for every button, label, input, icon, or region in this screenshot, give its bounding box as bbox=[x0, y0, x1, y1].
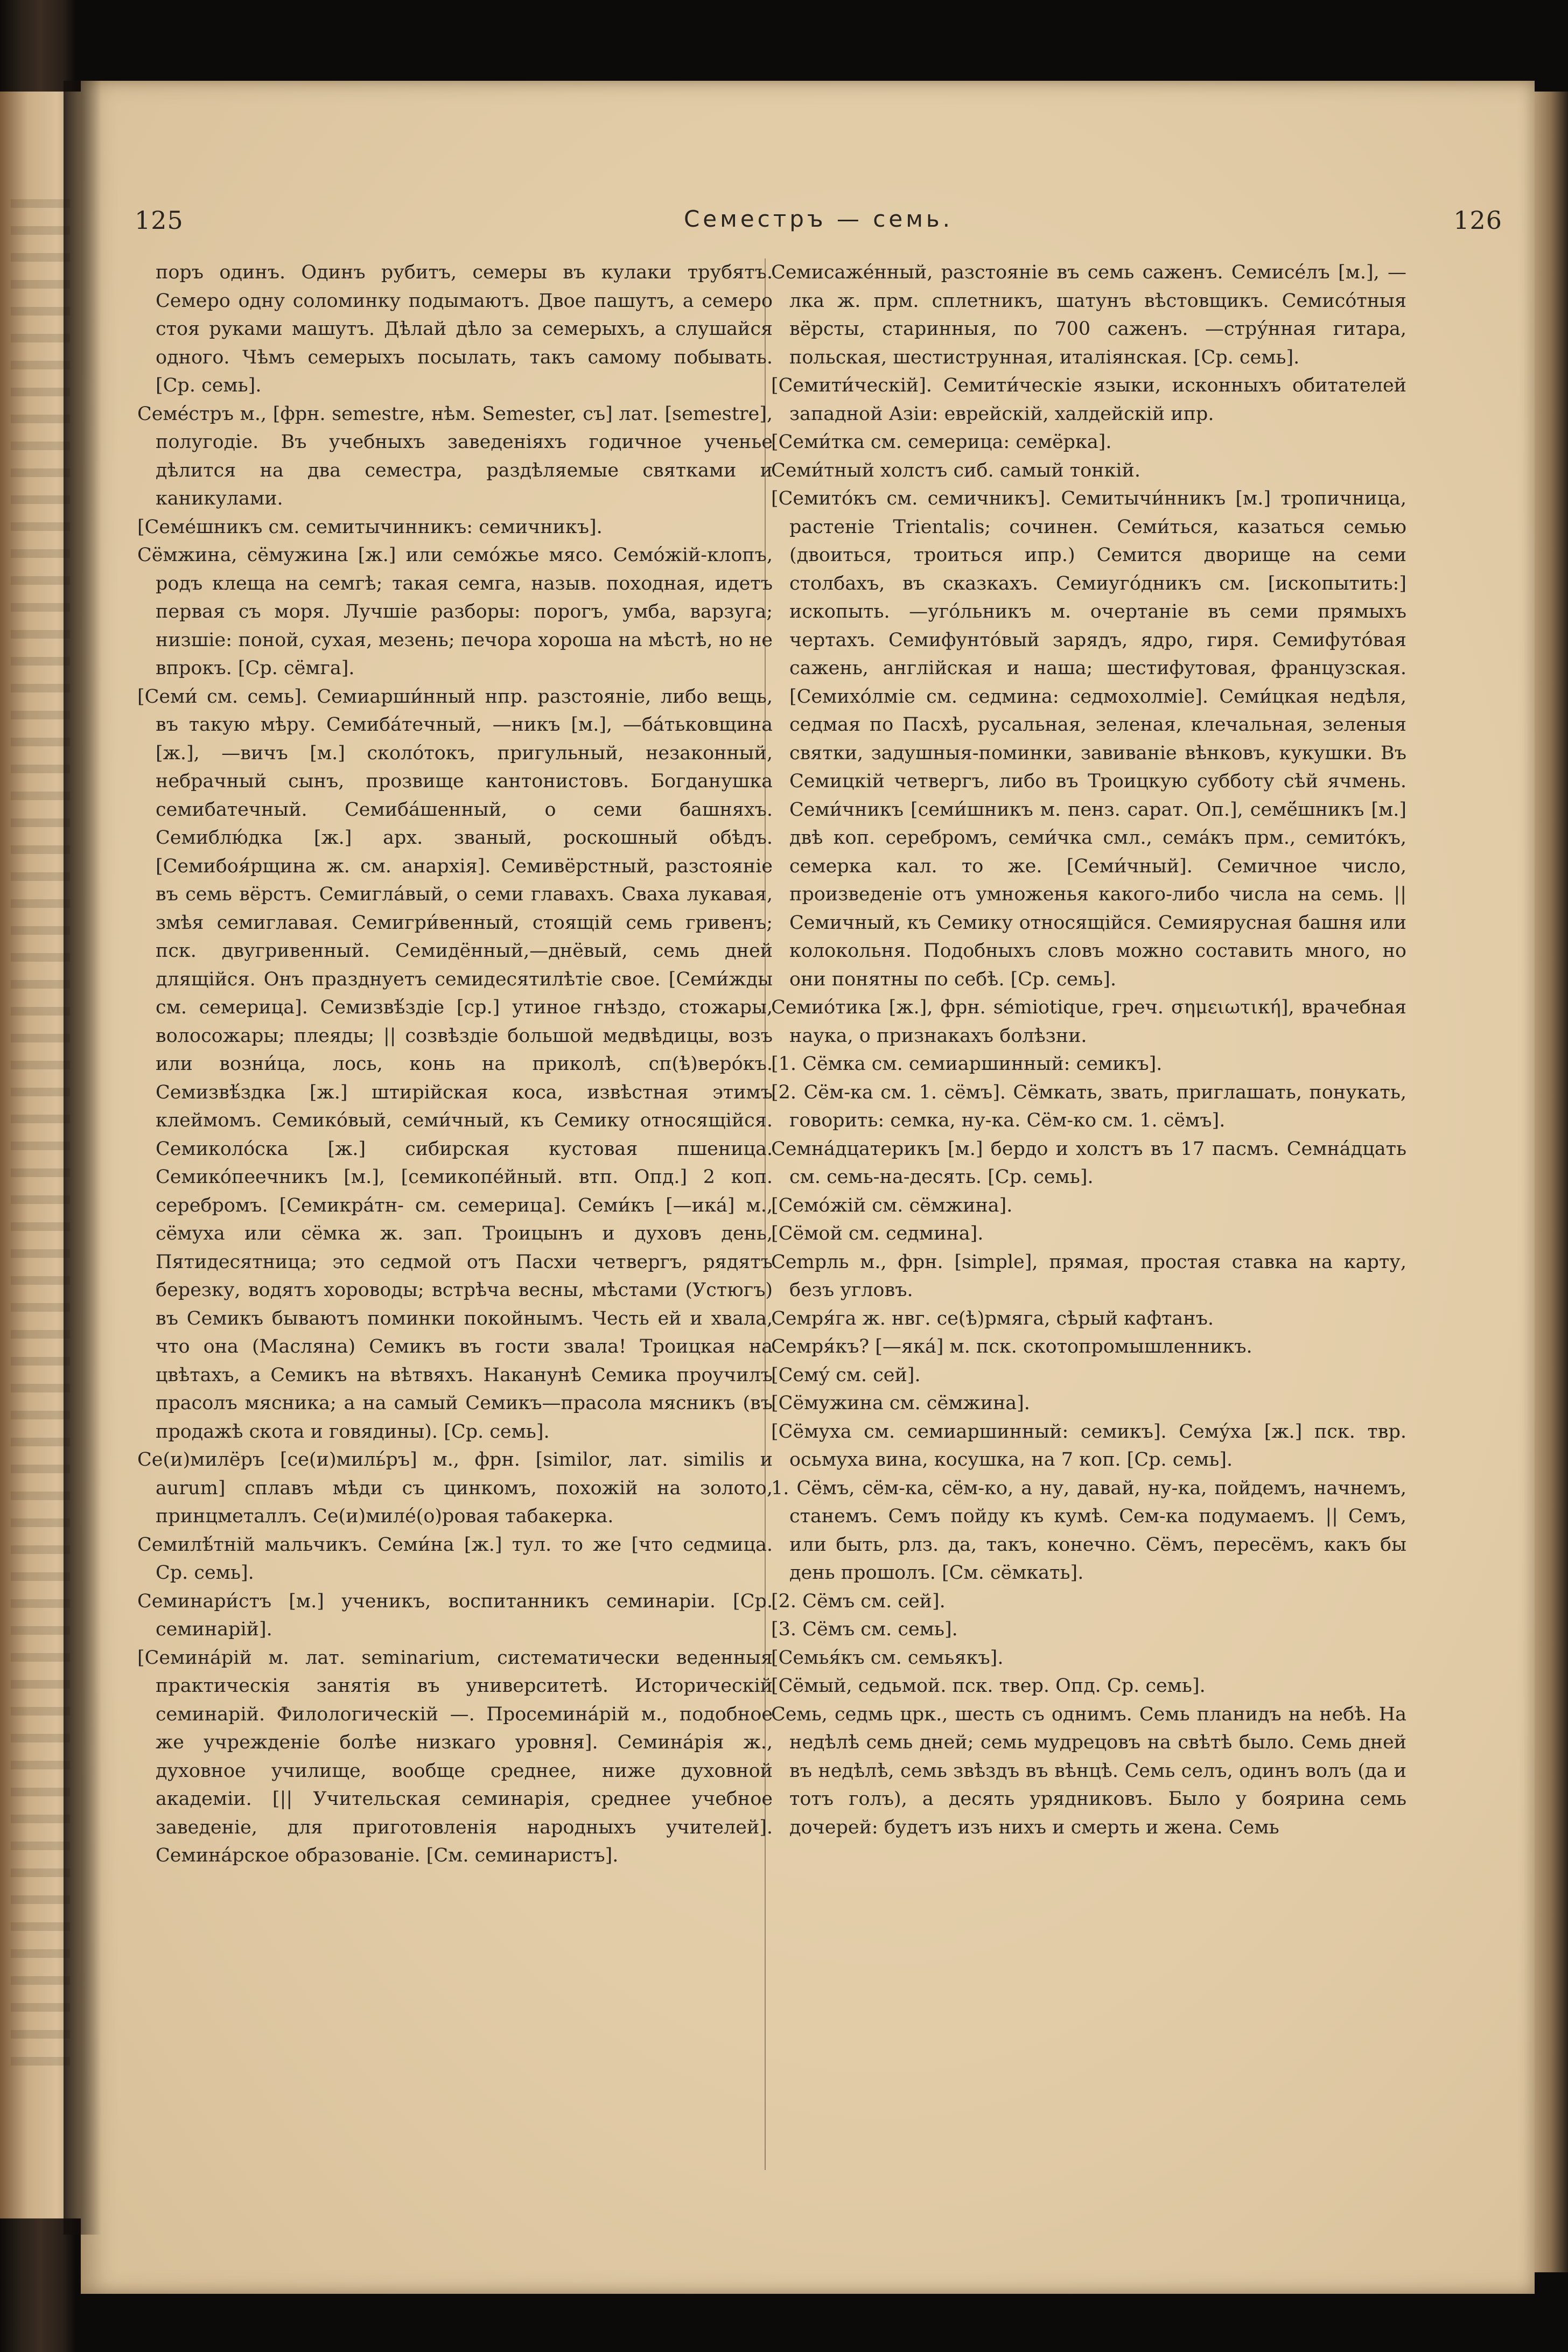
entry: [Семе́шникъ см. семитычинникъ: семичникъ]. bbox=[137, 516, 603, 538]
left-column bbox=[137, 258, 773, 1870]
entry: Се(и)милёръ [се(и)миль́ръ] м., фрн. [similor, лат. similis и aurum] сплавъ мѣди съ цинкомъ, похожій на золото, принцметаллъ. Се(и)миле́(о)ровая табакерка. bbox=[137, 1449, 773, 1527]
entry: [Семо́жій см. сёмжина]. bbox=[771, 1194, 1013, 1216]
entry: [Сёмой см. седмина]. bbox=[771, 1223, 984, 1244]
entry: [2. Сём-ка см. 1. сёмъ]. Сёмкать, звать, приглашать, понукать, говорить: семка, ну-ка. Сём-ко см. 1. сёмъ]. bbox=[771, 1081, 1406, 1131]
previous-page-text-shadow bbox=[11, 199, 70, 2084]
page-number-left: 125 bbox=[135, 206, 184, 235]
entry: [Семья́къ см. семьякъ]. bbox=[771, 1647, 1004, 1669]
entry: [Семити́ческій]. Семити́ческіе языки, исконныхъ обитателей западной Азіи: еврейскій, халдейскій ипр. bbox=[771, 375, 1406, 425]
entry: Семна́дцатерикъ [м.] бердо и холстъ въ 17 пасмъ. Семна́дцать см. семь-на-десять. [Ср. семь]. bbox=[771, 1138, 1406, 1188]
entry: поръ одинъ. Одинъ рубитъ, семеры въ кулаки трубятъ. Семеро одну соломинку подымаютъ. Двое пашутъ, а семеро стоя руками машутъ. Дѣлай дѣло за семерыхъ, а слушайся одного. Чѣмъ семерыхъ посылать, такъ самому побывать. [Ср. семь]. bbox=[156, 262, 773, 396]
column-divider bbox=[765, 258, 766, 2170]
entry: Семисаже́нный, разстояніе въ семь саженъ. Семисе́лъ [м.], —лка ж. прм. сплетникъ, шатунъ вѣстовщикъ. Семисо́тныя вёрсты, старинныя, по 700 саженъ. —стру́нная гитара, польская, шестиструнная, италіянская. [Ср. семь]. bbox=[771, 262, 1406, 368]
right-column bbox=[771, 258, 1406, 1842]
entry: [Семито́къ см. семичникъ]. Семитычи́нникъ [м.] тропичница, растеніе Trientalis; сочинен. Семи́ться, казаться семью (двоиться, троиться ипр.) Семится дворище на семи столбахъ, въ сказкахъ. Семиуго́дникъ см. [ископытить:] ископыть. —уго́льникъ м. очертаніе въ семи прямыхъ чертахъ. Семифунто́вый зарядъ, ядро, гиря. Семифуто́вая сажень, англійская и наша; шестифутовая, французская. [Семихо́лміе см. седмина: седмохолміе]. Семи́цкая недѣля, седмая по Пасхѣ, русальная, зеленая, клечальная, зеленыя святки, задушныя-поминки, завиваніе вѣнковъ, кукушки. Въ Семицкій четвергъ, либо въ Троицкую субботу сѣй ячмень. Семи́чникъ [семи́шникъ м. пенз. сарат. Оп.], семё́шникъ [м.] двѣ коп. серебромъ, семи́чка смл., сема́къ прм., семито́къ, семерка кал. то же. [Семи́чный]. Семичное число, произведеніе отъ умноженья какого-либо числа на семь. || Семичный, къ Семику относящійся. Семиярусная башня или колокольня. Подобныхъ словъ можно составить много, но они понятны по себѣ. [Ср. семь]. bbox=[771, 488, 1406, 990]
entry: [Сёмуха см. семиаршинный: семикъ]. Сему́ха [ж.] пск. твр. осьмуха вина, косушка, на 7 коп. [Ср. семь]. bbox=[771, 1420, 1406, 1471]
page-number-right: 126 bbox=[1453, 206, 1502, 235]
dictionary-page bbox=[81, 81, 1535, 2294]
entry: Семь, седмь црк., шесть съ однимъ. Семь планидъ на небѣ. На недѣлѣ семь дней; семь мудрецовъ на свѣтѣ было. Семь дней въ недѣлѣ, семь звѣздъ въ вѣнцѣ. Семь селъ, одинъ волъ (да и тотъ голъ), а десять урядниковъ. Было у боярина семь дочерей: будетъ изъ нихъ и смерть и жена. Семь bbox=[771, 1703, 1406, 1838]
entry: [Семи́тка см. семерица: семёрка]. bbox=[771, 431, 1112, 453]
entry: Семио́тика [ж.], фрн. sémiotique, греч. σημειωτική], врачебная наука, о признакахъ болѣзни. bbox=[771, 997, 1406, 1047]
entry: [Сёмужина см. сёмжина]. bbox=[771, 1392, 1030, 1414]
entry: Семилѣ́тній мальчикъ. Семи́на [ж.] тул. то же [что седмица. Ср. семь]. bbox=[137, 1534, 773, 1584]
entry: [3. Сёмъ см. семь]. bbox=[771, 1619, 958, 1640]
gutter-shadow bbox=[64, 81, 101, 2235]
entry: Сempль м., фрн. [simple], прямая, простая ставка на карту, безъ угловъ. bbox=[771, 1251, 1406, 1301]
entry: Семинари́стъ [м.] ученикъ, воспитанникъ семинаріи. [Ср. семинарій]. bbox=[137, 1590, 773, 1640]
entry: [2. Сёмъ см. сей]. bbox=[771, 1590, 946, 1612]
entry: [1. Сёмка см. семиаршинный: семикъ]. bbox=[771, 1053, 1163, 1075]
entry: [Сему́ см. сей]. bbox=[771, 1364, 921, 1386]
entry: Семря́къ? [—яка́] м. пск. скотопромышленникъ. bbox=[771, 1336, 1252, 1357]
entry: 1. Сёмъ, сём-ка, сём-ко, а ну, давай, ну-ка, пойдемъ, начнемъ, станемъ. Семъ пойду къ кумѣ. Сем-ка подумаемъ. || Семъ, или быть, рлз. да, такъ, конечно. Сёмъ, пересёмъ, какъ бы день прошолъ. [См. сёмкать]. bbox=[771, 1477, 1406, 1584]
entry: Семря́га ж. нвг. се(ѣ)рмяга, сѣрый кафтанъ. bbox=[771, 1307, 1214, 1329]
header-title: Семестръ — семь. bbox=[683, 206, 953, 232]
entry: Семе́стръ м., [фрн. semestre, нѣм. Semester, съ] лат. [semestre], полугодіе. Въ учебныхъ заведеніяхъ годичное ученье дѣлится на два семестра, раздѣляемые святками и каникулами. bbox=[137, 403, 773, 509]
running-header bbox=[135, 206, 1502, 243]
entry: [Семи́ см. семь]. Семиарши́нный нпр. разстояніе, либо вещь, въ такую мѣру. Семиба́течный, —никъ [м.], —ба́тьковщина [ж.], —вичъ [м.] сколо́токъ, пригульный, незаконный, небрачный сынъ, прозвище кантонистовъ. Богданушка семибатечный. Семиба́шенный, о семи башняхъ. Семиблю́дка [ж.] арх. званый, роскошный обѣдъ. [Семибоя́рщина ж. см. анархія]. Семивёрстный, разстояніе въ семь вёрстъ. Семигла́вый, о семи главахъ. Сваха лукавая, змѣя семиглавая. Семигри́венный, стоящій семь гривенъ; пск. двугривенный. Семидённый,—днёвый, семь дней длящійся. Онъ празднуетъ семидесятилѣтіе свое. [Семи́жды см. семерица]. Семизвѣ́здіе [ср.] утиное гнѣздо, стожары, волосожары; плеяды; || созвѣздіе большой медвѣдицы, возъ или возни́ца, лось, конь на приколѣ, сп(ѣ)веро́къ. Семизвѣ́здка [ж.] штирійская коса, извѣстная этимъ клеймомъ. Семико́вый, семи́чный, къ Семику относящійся. Семиколо́ска [ж.] сибирская кустовая пшеница. Семико́пеечникъ [м.], [семикопе́йный. втп. Опд.] 2 коп. серебромъ. [Семикра́тн- см. семерица]. Семи́къ [—ика́] м., сёмуха или сёмка ж. зап. Троицынъ и духовъ день, Пятидесятница; это седмой отъ Пасхи четвергъ, рядятъ березку, водятъ хороводы; встрѣча весны, мѣстами (Устюгъ) въ Семикъ бываютъ поминки покойнымъ. Честь ей и хвала, что она (Масляна) Семикъ въ гости звала! Троицкая на цвѣтахъ, а Семикъ на вѣтвяхъ. Наканунѣ Семика проучилъ прасолъ мясника; а на самый Семикъ—прасола мясникъ (въ продажѣ скота и говядины). [Ср. семь]. bbox=[137, 685, 773, 1443]
entry: Сёмжина, сёмужина [ж.] или семо́жье мясо. Семо́жій-клопъ, родъ клеща на семгѣ; такая семга, назыв. походная, идетъ первая съ моря. Лучшіе разборы: порогъ, умба, варзуга; низшіе: поной, сухая, мезень; печора хороша на мѣстѣ, но не впрокъ. [Ср. сёмга]. bbox=[137, 544, 773, 679]
entry: [Сёмый, седьмой. пск. твер. Опд. Ср. семь]. bbox=[771, 1675, 1206, 1697]
entry: [Семина́рій м. лат. seminarium, систематически веденныя практическія занятія въ университетѣ. Историческій семинарій. Филологическій —. Просемина́рій м., подобное же учрежденіе болѣе низкаго уровня]. Семина́рія ж., духовное училище, вообще среднее, ниже духовной академіи. [|| Учительская семинарія, среднее учебное заведеніе, для приготовленія народныхъ учителей]. Семина́рское образованіе. [См. семинаристъ]. bbox=[137, 1647, 773, 1866]
entry: Семи́тный холстъ сиб. самый тонкій. bbox=[771, 459, 1140, 481]
